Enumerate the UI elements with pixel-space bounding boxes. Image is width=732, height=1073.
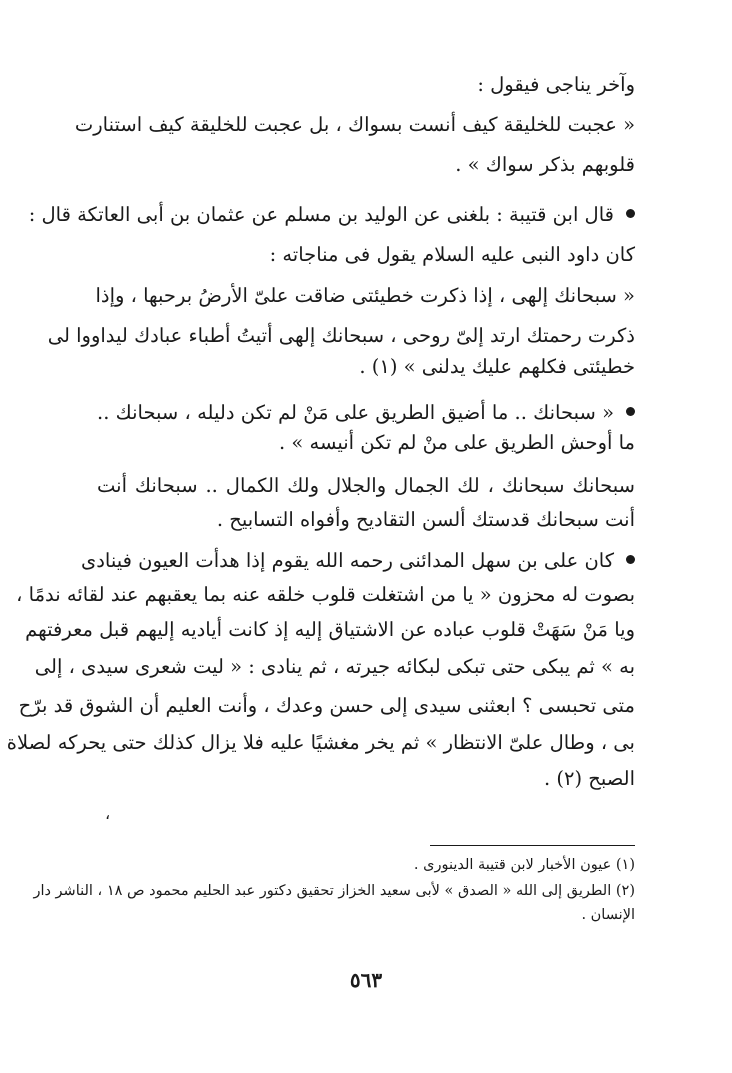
text-line-16: به » ثم يبكى حتى تبكى لبكائه جيرته ، ثم ينادى : « ليت شعرى سيدى ، إلى xyxy=(34,655,635,678)
text-line-15: ويا مَنْ سَهَتْ قلوب عباده عن الاشتياق إليه إذ كانت أياديه إليهم قبل معرفتهم xyxy=(25,618,635,641)
bullet-paragraph-3 xyxy=(80,546,635,576)
text-line-4: قال ابن قتيبة : بلغنى عن الوليد بن مسلم عن عثمان بن أبى العاتكة قال : xyxy=(28,203,614,226)
bullet-icon xyxy=(626,209,635,218)
text-line-1: وآخر يناجى فيقول : xyxy=(477,73,635,96)
bullet-paragraph-2 xyxy=(97,398,635,428)
text-line-8: خطيئتى فكلهم عليك يدلنى » (١) . xyxy=(359,355,635,378)
stray-mark: ، xyxy=(105,804,111,823)
bullet-icon xyxy=(626,555,635,564)
footnote-separator xyxy=(430,845,635,846)
text-line-2: « عجبت للخليقة كيف أنست بسواك ، بل عجبت للخليقة كيف استنارت xyxy=(74,113,635,136)
text-line-6: « سبحانك إلهى ، إذا ذكرت خطيئتى ضاقت علىّ الأرضُ برحبها ، وإذا xyxy=(95,284,635,307)
footnote-2-continued: الإنسان . xyxy=(581,907,635,923)
text-line-13: كان على بن سهل المدائنى رحمه الله يقوم إذا هدأت العيون فينادى xyxy=(80,549,614,572)
bullet-paragraph-1 xyxy=(28,200,635,230)
bullet-icon xyxy=(626,407,635,416)
text-line-5: كان داود النبى عليه السلام يقول فى مناجاته : xyxy=(269,243,635,266)
text-line-9: « سبحانك .. ما أضيق الطريق على مَنْ لم تكن دليله ، سبحانك .. xyxy=(97,401,614,424)
text-line-3: قلوبهم بذكر سواك » . xyxy=(455,153,635,176)
text-line-7: ذكرت رحمتك ارتد إلىّ روحى ، سبحانك إلهى أتيتُ أطباء عبادك ليداووا لى xyxy=(47,324,635,347)
text-line-18: بى ، وطال علىّ الانتظار » ثم يخر مغشيًا عليه فلا يزال كذلك حتى يحركه لصلاة xyxy=(6,731,635,754)
page-number: ٥٦٣ xyxy=(349,968,383,992)
text-line-12: أنت سبحانك قدستك ألسن التقاديح وأفواه التسابيح . xyxy=(216,508,635,531)
text-line-11: سبحانك سبحانك ، لك الجمال والجلال ولك الكمال .. سبحانك أنت xyxy=(97,474,635,497)
text-line-14: بصوت له محزون « يا من اشتغلت قلوب خلقه عنه بما يعقبهم عند لقائه ندمًا ، xyxy=(16,583,635,606)
text-line-17: متى تحبسى ؟ ابعثنى سيدى إلى حسن وعدك ، وأنت العليم أن الشوق قد برّح xyxy=(18,694,635,717)
footnote-1: (١) عيون الأخبار لابن قتيبة الدينورى . xyxy=(413,857,635,873)
footnote-2: (٢) الطريق إلى الله « الصدق » لأبى سعيد الخزاز تحقيق دكتور عبد الحليم محمود ص ١٨ ، الناشر دار xyxy=(33,883,635,899)
text-line-10: ما أوحش الطريق على منْ لم تكن أنيسه » . xyxy=(278,431,635,454)
text-line-19: الصبح (٢) . xyxy=(543,767,635,790)
